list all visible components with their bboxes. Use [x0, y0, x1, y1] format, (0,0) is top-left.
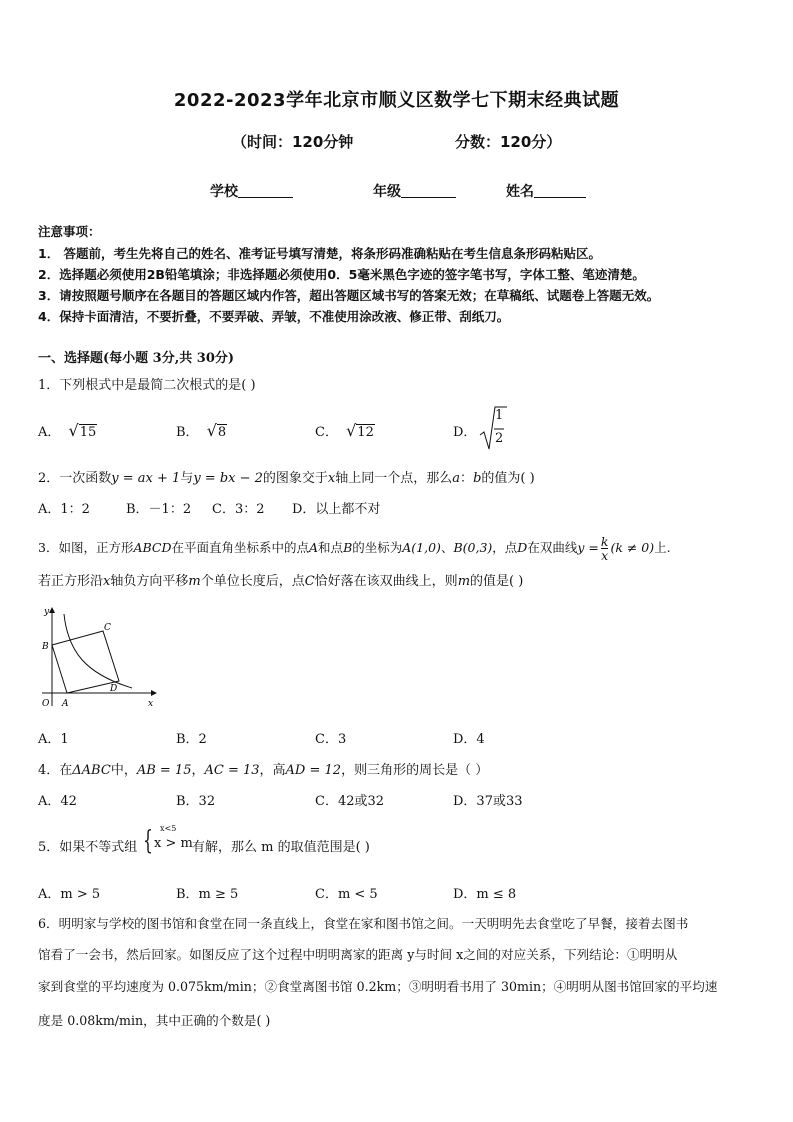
- label-a: A: [62, 699, 69, 709]
- system-bottom-inequality: x > m: [154, 836, 193, 851]
- label-o: O: [42, 699, 50, 709]
- label-b: B: [42, 642, 49, 652]
- label-x: x: [148, 699, 154, 709]
- q5-option-a[interactable]: A．m > 5: [38, 887, 101, 902]
- label-c: C: [104, 623, 111, 633]
- question-2-stem: 2．一次函数y = ax + 1与y = bx − 2的图象交于x轴上同一个点，那么a：b的值为( ): [38, 471, 535, 486]
- question-3-line-2: 若正方形沿x轴负方向平移m个单位长度后，点C恰好落在该双曲线上，则m的值是( ): [38, 574, 524, 589]
- sqrt-expression: √12: [346, 421, 374, 440]
- name-field: [506, 181, 586, 201]
- sqrt-sign-icon: [478, 405, 508, 453]
- brace-icon: {: [143, 826, 153, 856]
- grade-label: 年级: [373, 184, 401, 200]
- notice-item: 2．选择题必须使用2B铅笔填涂；非选择题必须使用0．5毫米黑色字迹的签字笔书写，字体工整、笔迹清楚。: [38, 267, 645, 282]
- school-field: [210, 181, 293, 201]
- q3-option-b[interactable]: B．2: [176, 732, 207, 747]
- q5-option-c[interactable]: C．m < 5: [315, 887, 378, 902]
- q1-option-c[interactable]: C． √12: [315, 421, 374, 440]
- q4-option-c[interactable]: C．42或32: [315, 794, 385, 809]
- q3-option-a[interactable]: A．1: [38, 732, 69, 747]
- section-heading: 一、选择题(每小题 3分,共 30分): [38, 351, 235, 366]
- q2-option-a[interactable]: A．1：2: [38, 502, 90, 517]
- fraction-denominator: 2: [495, 431, 504, 446]
- name-blank[interactable]: [534, 183, 586, 198]
- hyperbola-curve: [64, 614, 132, 688]
- q1-option-d[interactable]: D．: [453, 425, 477, 440]
- time-label: （时间：120分钟: [232, 133, 354, 151]
- q4-option-a[interactable]: A．42: [38, 794, 77, 809]
- q1-option-b[interactable]: B． √8: [176, 421, 227, 440]
- notice-item: 4．保持卡面清洁，不要折叠，不要弄破、弄皱，不准使用涂改液、修正带、刮纸刀。: [38, 309, 510, 324]
- question-5-stem-b: 有解，那么 m 的取值范围是( ): [192, 840, 370, 855]
- question-6-line: 6．明明家与学校的图书馆和食堂在同一条直线上，食堂在家和图书馆之间。一天明明先去食堂吃了早餐，接着去图书: [38, 916, 689, 931]
- school-label: 学校: [210, 184, 238, 200]
- q5-option-d[interactable]: D．m ≤ 8: [453, 887, 517, 902]
- page-title: 2022-2023学年北京市顺义区数学七下期末经典试题: [173, 90, 620, 111]
- grade-field: [373, 181, 456, 201]
- sqrt-expression: √15: [68, 421, 97, 440]
- radicand: 8: [217, 425, 227, 440]
- question-4-stem: 4．在ΔABC中，AB = 15，AC = 13，高AD = 12，则三角形的周长是（ ）: [38, 763, 489, 778]
- sqrt-fraction: [478, 405, 508, 457]
- question-3-line-1: 3．如图，正方形ABCD在平面直角坐标系中的点A和点B的坐标为A(1,0)、B(0,3)，点D在双曲线y = $\frac{k}{x}$ (k ≠ 0)上.: [38, 534, 671, 563]
- label-y: y: [44, 607, 50, 617]
- sqrt-expression: √8: [206, 421, 227, 440]
- q3-figure: [36, 602, 166, 712]
- question-5-stem-a: 5．如果不等式组: [38, 840, 138, 855]
- q2-option-c[interactable]: C．3：2: [212, 502, 265, 517]
- label-d: D: [110, 684, 118, 694]
- q3-option-c[interactable]: C．3: [315, 732, 347, 747]
- score-label: 分数：120分）: [455, 133, 562, 151]
- square-abcd: [52, 631, 119, 693]
- question-1-stem: 1．下列根式中是最简二次根式的是( ): [38, 378, 256, 393]
- fraction-k-over-x: $\frac{k}{x}$: [600, 534, 609, 563]
- fraction-numerator: 1: [495, 408, 504, 423]
- q2-option-d[interactable]: D．以上都不对: [292, 502, 381, 517]
- school-blank[interactable]: [238, 183, 293, 198]
- question-6-line: 家到食堂的平均速度为 0.075km/min；②食堂离图书馆 0.2km；③明明看书用了 30min；④明明从图书馆回家的平均速: [38, 979, 718, 994]
- q1-option-a[interactable]: A． √15: [38, 421, 97, 440]
- q2-option-b[interactable]: B．－1：2: [126, 502, 192, 517]
- q5-option-b[interactable]: B．m ≥ 5: [176, 887, 239, 902]
- notice-heading: 注意事项：: [38, 224, 101, 239]
- grade-blank[interactable]: [401, 183, 456, 198]
- q4-option-d[interactable]: D．37或33: [453, 794, 523, 809]
- question-6-line: 度是 0.08km/min，其中正确的个数是( ): [38, 1013, 271, 1028]
- q3-option-d[interactable]: D．4: [453, 732, 485, 747]
- system-top-inequality: x<5: [160, 824, 177, 833]
- notice-item: 3．请按照题号顺序在各题目的答题区域内作答，超出答题区域书写的答案无效；在草稿纸、试题卷上答题无效。: [38, 288, 660, 303]
- question-6-line: 馆看了一会书，然后回家。如图反应了这个过程中明明离家的距离 y与时间 x之间的对应关系，下列结论：①明明从: [38, 947, 678, 962]
- notice-item: 1． 答题前，考生先将自己的姓名、准考证号填写清楚，将条形码准确粘贴在考生信息条形码粘贴区。: [38, 246, 602, 261]
- name-label: 姓名: [506, 184, 534, 200]
- radicand: 15: [79, 425, 97, 440]
- q4-option-b[interactable]: B．32: [176, 794, 216, 809]
- radicand: 12: [357, 425, 374, 440]
